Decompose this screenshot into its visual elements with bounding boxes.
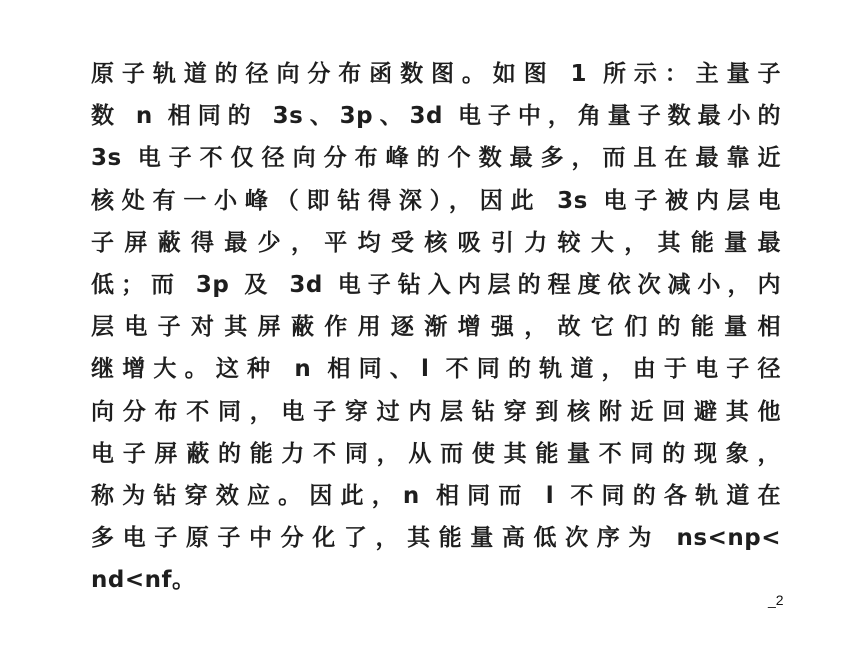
text-line: 向分布不同，电子穿过内层钻穿到核附近回避其他 (91, 398, 781, 425)
text-line: 多电子原子中分化了，其能量高低次序为 ns<np< (91, 525, 781, 552)
text-line: 原子轨道的径向分布函数图。如图 1 所示：主量子 (91, 61, 781, 87)
text-paragraph (91, 53, 781, 601)
text-line: 继增大。这种 n 相同、l 不同的轨道，由于电子径 (91, 356, 781, 383)
text-line: 3s 电子不仅径向分布峰的个数最多，而且在最靠近 (91, 145, 781, 172)
text-line: nd<nf。 (91, 567, 196, 594)
text-line: 称为钻穿效应。因此，n 相同而 l 不同的各轨道在 (91, 482, 781, 509)
text-line: 电子屏蔽的能力不同，从而使其能量不同的现象， (91, 440, 781, 467)
page-number: _2 (768, 592, 784, 608)
text-line: 核处有一小峰（即钻得深），因此 3s 电子被内层电 (91, 187, 781, 214)
text-line: 子屏蔽得最少，平均受核吸引力较大，其能量最 (91, 229, 781, 256)
text-line: 数 n 相同的 3s、3p、3d 电子中，角量子数最小的 (91, 103, 781, 130)
text-line: 低；而 3p 及 3d 电子钻入内层的程度依次减小，内 (91, 271, 781, 298)
text-line: 层电子对其屏蔽作用逐渐增强，故它们的能量相 (91, 314, 781, 341)
